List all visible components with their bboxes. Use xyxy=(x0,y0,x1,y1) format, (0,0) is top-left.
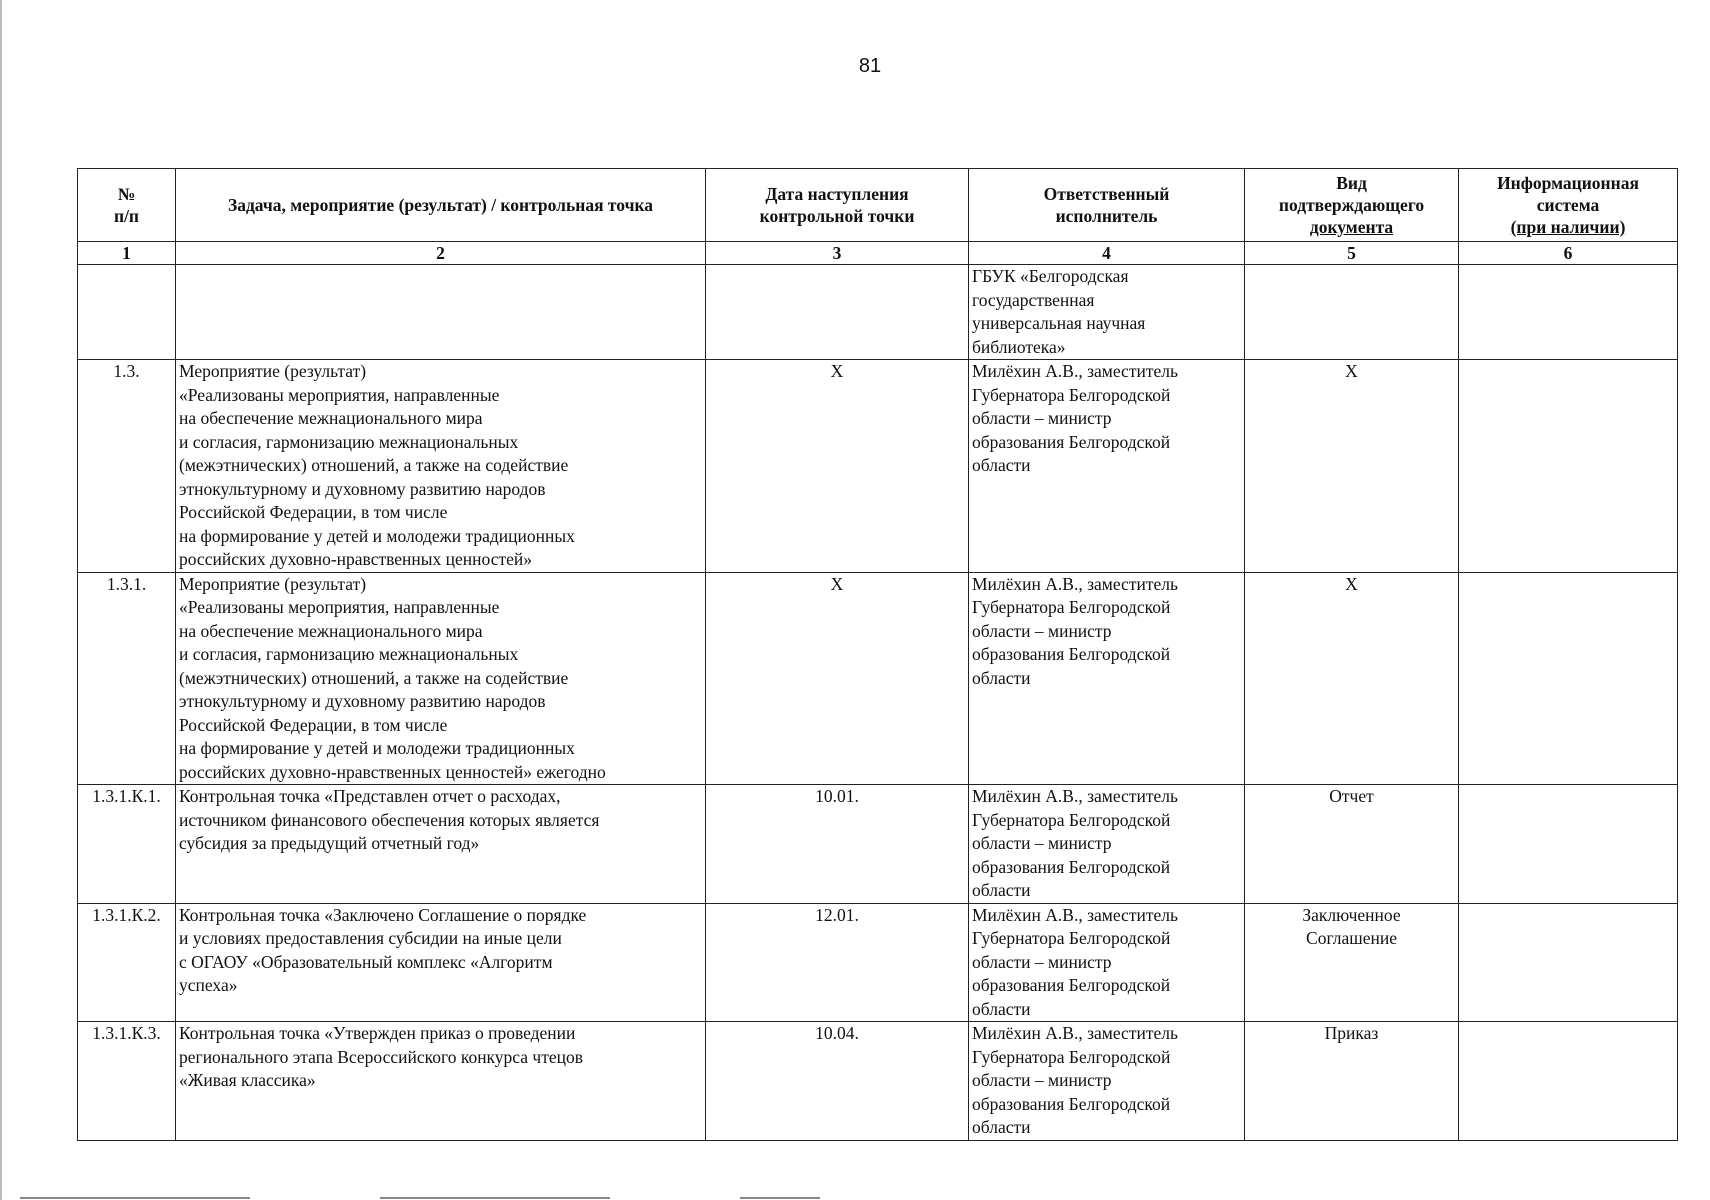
responsible-cell xyxy=(969,785,1245,904)
column-header-1: № п/п xyxy=(78,169,176,242)
text-line: области – министр xyxy=(972,951,1112,972)
text-line: области xyxy=(972,998,1031,1019)
text-line: и согласия, гармонизацию межнациональных xyxy=(179,431,519,452)
text-line: Мероприятие (результат) xyxy=(179,573,367,594)
responsible-cell xyxy=(969,1022,1245,1141)
row-number xyxy=(78,265,176,360)
text-line: и условиях предоставления субсидии на иные цели xyxy=(179,928,562,948)
column-header-5: Вид подтверждающего документа xyxy=(1245,169,1459,242)
responsible-cell xyxy=(969,265,1245,360)
text-line: Милёхин А.В., заместитель xyxy=(972,361,1178,381)
responsible-cell xyxy=(969,903,1245,1022)
text-line: Контрольная точка «Представлен отчет о расходах, xyxy=(179,786,561,806)
info-system-cell xyxy=(1459,572,1678,785)
responsible-cell xyxy=(969,360,1245,573)
text-line: области – министр xyxy=(972,833,1112,853)
column-number: 6 xyxy=(1459,242,1678,265)
table-body xyxy=(78,265,1678,1141)
text-line: на обеспечение межнационального мира xyxy=(179,408,483,428)
text-line: библиотека» xyxy=(972,336,1066,357)
task-cell xyxy=(176,1022,706,1141)
column-header-2: Задача, мероприятие (результат) / контрольная точка xyxy=(176,169,706,242)
text-line: универсальная научная xyxy=(972,313,1146,333)
scan-edge-mark xyxy=(0,0,2,1200)
control-date-cell: 10.01. xyxy=(706,785,969,904)
text-line: с ОГАОУ «Образовательный комплекс «Алгоритм xyxy=(179,951,553,972)
info-system-cell xyxy=(1459,360,1678,573)
text-line: Губернатора Белгородской xyxy=(972,928,1171,948)
table-row xyxy=(78,1022,1678,1141)
text-line: образования Белгородской xyxy=(972,856,1171,877)
control-date-cell: 12.01. xyxy=(706,903,969,1022)
row-number: 1.3.1.К.3. xyxy=(78,1022,176,1141)
document-type-cell xyxy=(1245,265,1459,360)
text-line: Мероприятие (результат) xyxy=(179,361,367,381)
text-line: Губернатора Белгородской xyxy=(972,597,1171,617)
text-line: области xyxy=(972,880,1031,900)
task-cell xyxy=(176,265,706,360)
text-line: на формирование у детей и молодежи традиционных xyxy=(179,525,575,546)
text-line: образования Белгородской xyxy=(972,975,1171,995)
text-line: Губернатора Белгородской xyxy=(972,809,1171,830)
text-line: области xyxy=(972,1117,1031,1137)
column-number: 5 xyxy=(1245,242,1459,265)
text-line: и согласия, гармонизацию межнациональных xyxy=(179,644,519,664)
document-type-cell: Заключенное Соглашение xyxy=(1245,903,1459,1022)
text-line: Милёхин А.В., заместитель xyxy=(972,786,1178,806)
text-line: регионального этапа Всероссийского конкурса чтецов xyxy=(179,1046,584,1067)
row-number: 1.3.1.К.1. xyxy=(78,785,176,904)
document-type-cell: Приказ xyxy=(1245,1022,1459,1141)
text-line: образования Белгородской xyxy=(972,431,1171,452)
text-line: российских духовно-нравственных ценностей» xyxy=(179,549,532,569)
text-line: субсидия за предыдущий отчетный год» xyxy=(179,833,480,853)
text-line: на формирование у детей и молодежи традиционных xyxy=(179,738,575,758)
scan-bottom-mark xyxy=(20,1197,250,1199)
text-line: этнокультурному и духовному развитию народов xyxy=(179,478,546,499)
text-line: Милёхин А.В., заместитель xyxy=(972,904,1178,925)
text-line: источником финансового обеспечения которых является xyxy=(179,809,600,830)
document-type-cell: Х xyxy=(1245,360,1459,573)
info-system-cell xyxy=(1459,265,1678,360)
text-line: Контрольная точка «Заключено Соглашение о порядке xyxy=(179,904,587,925)
document-type-cell: Х xyxy=(1245,572,1459,785)
task-cell xyxy=(176,572,706,785)
column-header-3: Дата наступления контрольной точки xyxy=(706,169,969,242)
text-line: на обеспечение межнационального мира xyxy=(179,620,483,641)
text-line: российских духовно-нравственных ценностей» ежегодно xyxy=(179,761,606,782)
text-line: Милёхин А.В., заместитель xyxy=(972,1023,1178,1043)
control-points-table xyxy=(77,168,1678,1141)
task-cell xyxy=(176,785,706,904)
column-header-6: Информационная система (при наличии) xyxy=(1459,169,1678,242)
task-cell xyxy=(176,360,706,573)
text-line: области – министр xyxy=(972,1070,1112,1090)
text-line: (межэтнических) отношений, а также на содействие xyxy=(179,667,569,688)
table-row xyxy=(78,903,1678,1022)
control-date-cell xyxy=(706,265,969,360)
text-line: Губернатора Белгородской xyxy=(972,1046,1171,1067)
text-line: образования Белгородской xyxy=(972,644,1171,664)
text-line: Милёхин А.В., заместитель xyxy=(972,573,1178,594)
column-number: 2 xyxy=(176,242,706,265)
text-line: образования Белгородской xyxy=(972,1093,1171,1114)
document-type-cell: Отчет xyxy=(1245,785,1459,904)
text-line: Российской Федерации, в том числе xyxy=(179,714,448,735)
text-line: Российской Федерации, в том числе xyxy=(179,502,448,522)
column-number: 1 xyxy=(78,242,176,265)
text-line: области – министр xyxy=(972,620,1112,641)
table-row xyxy=(78,360,1678,573)
info-system-cell xyxy=(1459,903,1678,1022)
page-number: 81 xyxy=(858,55,882,77)
text-line: Губернатора Белгородской xyxy=(972,384,1171,405)
table-row xyxy=(78,572,1678,785)
info-system-cell xyxy=(1459,785,1678,904)
text-line: «Живая классика» xyxy=(179,1070,316,1090)
row-number: 1.3.1.К.2. xyxy=(78,903,176,1022)
scan-bottom-mark xyxy=(380,1197,610,1199)
control-date-cell: 10.04. xyxy=(706,1022,969,1141)
column-number: 4 xyxy=(969,242,1245,265)
info-system-cell xyxy=(1459,1022,1678,1141)
text-line: области xyxy=(972,667,1031,688)
scan-bottom-mark xyxy=(740,1197,820,1199)
text-line: области xyxy=(972,455,1031,475)
text-line: (межэтнических) отношений, а также на содействие xyxy=(179,455,569,475)
column-number-row xyxy=(78,242,1678,265)
table-row xyxy=(78,265,1678,360)
responsible-cell xyxy=(969,572,1245,785)
text-line: Контрольная точка «Утвержден приказ о проведении xyxy=(179,1023,576,1043)
column-number: 3 xyxy=(706,242,969,265)
header-row xyxy=(78,169,1678,242)
task-cell xyxy=(176,903,706,1022)
text-line: «Реализованы мероприятия, направленные xyxy=(179,384,500,405)
row-number: 1.3.1. xyxy=(78,572,176,785)
text-line: государственная xyxy=(972,289,1095,310)
text-line: этнокультурному и духовному развитию народов xyxy=(179,691,546,711)
text-line: успеха» xyxy=(179,975,238,995)
table-row xyxy=(78,785,1678,904)
text-line: «Реализованы мероприятия, направленные xyxy=(179,597,500,617)
control-date-cell: Х xyxy=(706,572,969,785)
text-line: ГБУК «Белгородская xyxy=(972,266,1129,286)
control-date-cell: Х xyxy=(706,360,969,573)
row-number: 1.3. xyxy=(78,360,176,573)
column-header-4: Ответственный исполнитель xyxy=(969,169,1245,242)
text-line: области – министр xyxy=(972,408,1112,428)
